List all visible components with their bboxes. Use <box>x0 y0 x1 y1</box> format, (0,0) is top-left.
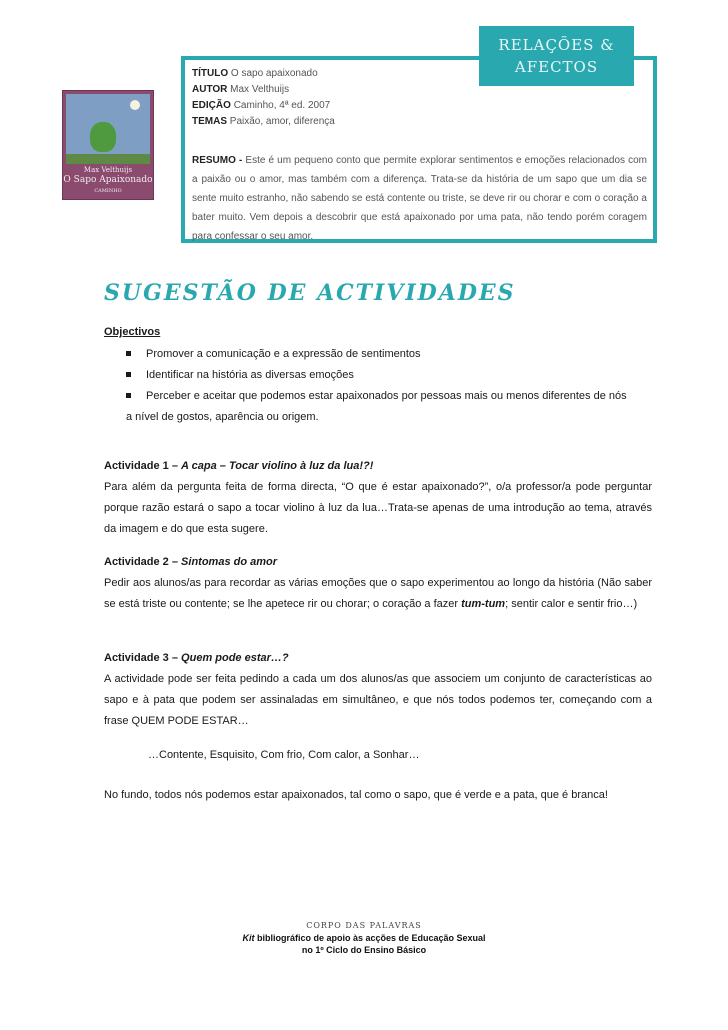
list-item <box>126 386 656 407</box>
closing-paragraph: No fundo, todos nós podemos estar apaixonados, tal como o sapo, que é verde e a pata, que é branca! <box>104 789 608 801</box>
objective-text: Identificar na história as diversas emoções <box>146 369 354 381</box>
activity-2 <box>104 552 652 615</box>
activity-1-title: Actividade 1 – <box>104 460 182 472</box>
category-line-1: RELAÇÕES & <box>498 36 615 54</box>
book-themes-row <box>192 114 335 130</box>
book-summary <box>192 151 647 246</box>
activity-1-subtitle: A capa – Tocar violino à luz da lua!?! <box>181 460 374 472</box>
activity-2-title: Actividade 2 – <box>104 556 182 568</box>
book-edition-row <box>192 98 330 114</box>
list-item <box>126 365 656 386</box>
book-author: Max Velthuijs <box>230 84 290 95</box>
author-label: AUTOR <box>192 84 228 95</box>
activity-3 <box>104 648 652 732</box>
activity-2-text-emphasis: tum-tum <box>461 598 506 610</box>
themes-label: TEMAS <box>192 116 227 127</box>
edition-label: EDIÇÃO <box>192 100 231 111</box>
activity-3-heading <box>104 648 652 669</box>
objective-text: Perceber e aceitar que podemos estar apaixonados por pessoas mais ou menos diferentes de nós <box>146 390 627 402</box>
activity-2-text-b: ; sentir calor e sentir frio…) <box>505 598 638 610</box>
grass-shape <box>66 154 150 164</box>
book-title-row <box>192 66 318 82</box>
page-footer <box>0 920 728 956</box>
moon-icon <box>130 100 140 110</box>
bullet-icon <box>126 372 131 377</box>
activity-1 <box>104 456 652 540</box>
cover-illustration <box>66 94 150 164</box>
activity-2-text <box>104 573 652 615</box>
activity-3-title: Actividade 3 – <box>104 652 182 664</box>
cover-title: O Sapo Apaixonado <box>63 175 153 185</box>
examples-line: …Contente, Esquisito, Com frio, Com calor, a Sonhar… <box>148 749 420 761</box>
activity-1-text: Para além da pergunta feita de forma directa, “O que é estar apaixonado?”, o/a professor/a pode perguntar porque razão estará o sapo a tocar violino à luz da lua…Trata-se apenas de uma introdução ao tema, através da imagem e do que esta sugere. <box>104 481 652 535</box>
summary-label: RESUMO - <box>192 155 243 166</box>
list-item <box>126 344 656 365</box>
footer-line-2-text: no 1º Ciclo do Ensino Básico <box>301 945 427 955</box>
book-edition: Caminho, 4ª ed. 2007 <box>233 100 331 111</box>
objectives-list <box>126 344 656 428</box>
category-line-2: AFECTOS <box>514 58 599 76</box>
bullet-icon <box>126 351 131 356</box>
activity-3-text: A actividade pode ser feita pedindo a cada um dos alunos/as que associem um conjunto de características ao sapo e à pata que podem ser assinaladas em simultâneo, e que nós todos podemos ter, começando com a frase QUEM PODE ESTAR… <box>104 673 652 727</box>
title-label: TÍTULO <box>192 68 229 79</box>
section-title: SUGESTÃO DE ACTIVIDADES <box>104 280 516 306</box>
footer-brand: CORPO DAS PALAVRAS <box>306 921 422 930</box>
book-themes: Paixão, amor, diferença <box>229 116 335 127</box>
cover-author: Max Velthuijs <box>83 166 133 174</box>
book-cover-image <box>62 90 154 200</box>
cover-publisher: CAMINHO <box>94 188 122 194</box>
activity-2-text-a: Pedir aos alunos/as para recordar as várias emoções que o sapo experimentou ao longo da história (Não saber se está triste ou contente; se lhe apetece rir ou chorar; o coração a fazer <box>104 577 652 610</box>
footer-line-1 <box>0 932 728 944</box>
book-title: O sapo apaixonado <box>230 68 318 79</box>
objectives-heading: Objectivos <box>104 326 161 338</box>
bullet-icon <box>126 393 131 398</box>
objective-continuation: a nível de gostos, aparência ou origem. <box>126 411 319 423</box>
footer-kit: Kit <box>242 933 255 943</box>
book-author-row <box>192 82 289 98</box>
activity-2-subtitle: Sintomas do amor <box>181 556 278 568</box>
activity-1-heading <box>104 456 652 477</box>
activity-3-subtitle: Quem pode estar…? <box>181 652 289 664</box>
footer-line-1-text: bibliográfico de apoio às acções de Educação Sexual <box>254 933 486 943</box>
footer-line-2 <box>0 944 728 956</box>
frog-icon <box>90 122 116 152</box>
objective-text: Promover a comunicação e a expressão de sentimentos <box>146 348 421 360</box>
summary-text: Este é um pequeno conto que permite explorar sentimentos e emoções relacionados com a paixão ou o amor, mas também com a diferença. Trata-se da história de um sapo que um dia se sente muito estranho, não sabendo se está contente ou triste, se deve rir ou chorar e com o coração a bater muito. Vem depois a descobrir que está apaixonado por uma pata, não tendo porém coragem para confessar o seu amor. <box>192 155 648 242</box>
activity-2-heading <box>104 552 652 573</box>
